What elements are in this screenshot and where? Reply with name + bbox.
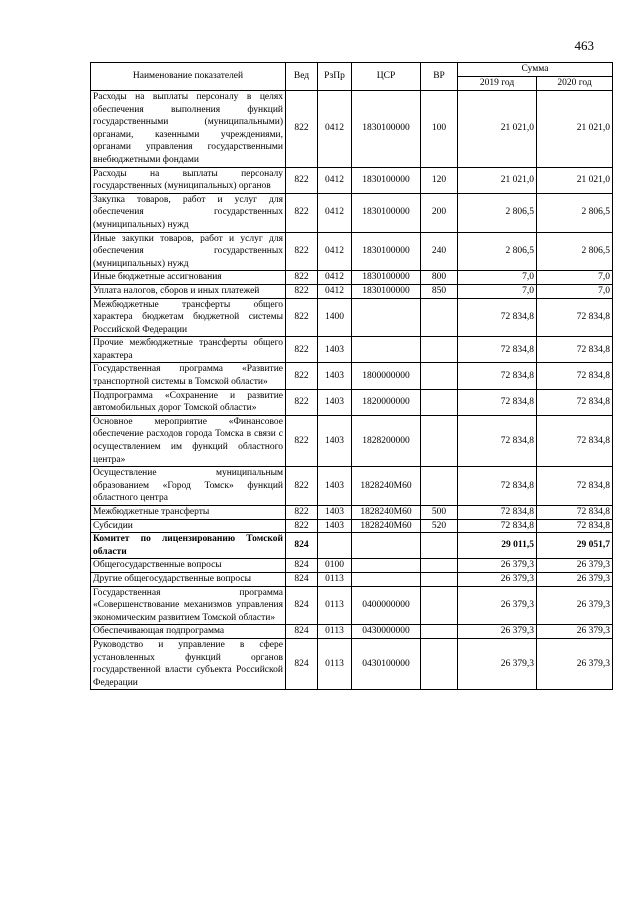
row-sum-2020: 26 379,3 [537, 586, 613, 625]
row-sum-2020: 2 806,5 [537, 193, 613, 232]
table-row [91, 389, 613, 415]
row-sum-2019: 72 834,8 [458, 519, 537, 533]
row-sum-2020: 72 834,8 [537, 389, 613, 415]
row-sum-2019: 21 021,0 [458, 91, 537, 168]
row-sum-2019: 26 379,3 [458, 638, 537, 689]
row-ved: 822 [286, 337, 318, 363]
table-row [91, 363, 613, 389]
row-name: Осуществление муниципальным образованием «Город Томск» функций областного центра [91, 467, 286, 506]
row-sum-2019: 72 834,8 [458, 506, 537, 520]
row-csr: 1800000000 [352, 363, 421, 389]
row-rzpr: 1403 [318, 519, 352, 533]
row-vr: 200 [421, 193, 458, 232]
row-sum-2020: 21 021,0 [537, 91, 613, 168]
row-sum-2019: 72 834,8 [458, 467, 537, 506]
row-rzpr: 1403 [318, 415, 352, 466]
table-row [91, 232, 613, 271]
row-csr [352, 298, 421, 337]
row-rzpr: 0113 [318, 625, 352, 639]
row-rzpr: 1403 [318, 389, 352, 415]
row-vr: 800 [421, 271, 458, 285]
row-sum-2020: 21 021,0 [537, 167, 613, 193]
table-row [91, 193, 613, 232]
row-ved: 824 [286, 638, 318, 689]
row-ved: 822 [286, 271, 318, 285]
row-rzpr: 0412 [318, 271, 352, 285]
row-name: Закупка товаров, работ и услуг для обеспечения государственных (муниципальных) нужд [91, 193, 286, 232]
row-sum-2020: 72 834,8 [537, 363, 613, 389]
row-sum-2020: 72 834,8 [537, 467, 613, 506]
budget-table [90, 62, 613, 690]
table-row [91, 519, 613, 533]
row-csr [352, 533, 421, 559]
row-vr [421, 586, 458, 625]
row-ved: 822 [286, 193, 318, 232]
row-rzpr: 1403 [318, 467, 352, 506]
row-sum-2020: 26 379,3 [537, 572, 613, 586]
header-row [91, 63, 613, 77]
row-rzpr: 1403 [318, 337, 352, 363]
row-name: Основное мероприятие «Финансовое обеспечение расходов города Томска в связи с осуществлением им функций областного центра» [91, 415, 286, 466]
row-ved: 822 [286, 467, 318, 506]
row-sum-2019: 72 834,8 [458, 363, 537, 389]
row-sum-2020: 72 834,8 [537, 506, 613, 520]
header-year-2019: 2019 год [458, 77, 537, 91]
row-name: Расходы на выплаты персоналу в целях обеспечения выполнения функций государственными (муниципальными) органами, казенными учреждениями, органами управления государственными внебюджетными фондами [91, 91, 286, 168]
row-sum-2019: 26 379,3 [458, 572, 537, 586]
row-csr: 0400000000 [352, 586, 421, 625]
row-name: Прочие межбюджетные трансферты общего характера [91, 337, 286, 363]
row-sum-2019: 2 806,5 [458, 193, 537, 232]
row-sum-2019: 26 379,3 [458, 586, 537, 625]
row-rzpr: 0113 [318, 572, 352, 586]
table-row [91, 559, 613, 573]
row-sum-2019: 26 379,3 [458, 559, 537, 573]
row-ved: 822 [286, 506, 318, 520]
table-row [91, 298, 613, 337]
row-sum-2020: 72 834,8 [537, 519, 613, 533]
row-csr: 1820000000 [352, 389, 421, 415]
row-sum-2020: 26 379,3 [537, 638, 613, 689]
header-year-2020: 2020 год [537, 77, 613, 91]
row-name: Общегосударственные вопросы [91, 559, 286, 573]
row-vr: 850 [421, 284, 458, 298]
row-rzpr: 1403 [318, 506, 352, 520]
header-sum: Сумма [458, 63, 613, 77]
row-name: Расходы на выплаты персоналу государственных (муниципальных) органов [91, 167, 286, 193]
row-ved: 824 [286, 625, 318, 639]
row-ved: 824 [286, 559, 318, 573]
row-sum-2019: 72 834,8 [458, 337, 537, 363]
row-csr [352, 337, 421, 363]
row-sum-2019: 2 806,5 [458, 232, 537, 271]
row-csr [352, 572, 421, 586]
row-name: Государственная программа «Совершенствование механизмов управления экономическим развитием Томской области» [91, 586, 286, 625]
table-row [91, 415, 613, 466]
row-sum-2020: 72 834,8 [537, 337, 613, 363]
row-csr: 1830100000 [352, 91, 421, 168]
row-ved: 822 [286, 363, 318, 389]
page-number: 463 [574, 38, 594, 53]
table-row [91, 167, 613, 193]
row-vr [421, 467, 458, 506]
header-csr: ЦСР [352, 63, 421, 91]
row-name: Обеспечивающая подпрограмма [91, 625, 286, 639]
row-sum-2020: 7,0 [537, 271, 613, 285]
row-sum-2020: 26 379,3 [537, 559, 613, 573]
header-vr: ВР [421, 63, 458, 91]
row-sum-2020: 7,0 [537, 284, 613, 298]
row-csr: 1830100000 [352, 284, 421, 298]
row-vr [421, 415, 458, 466]
header-rzpr: РзПр [318, 63, 352, 91]
row-rzpr: 0412 [318, 193, 352, 232]
table-row [91, 91, 613, 168]
table-row [91, 271, 613, 285]
row-ved: 824 [286, 533, 318, 559]
row-sum-2020: 72 834,8 [537, 298, 613, 337]
row-sum-2019: 7,0 [458, 284, 537, 298]
row-sum-2019: 72 834,8 [458, 298, 537, 337]
row-ved: 822 [286, 284, 318, 298]
row-vr [421, 533, 458, 559]
row-rzpr: 0113 [318, 586, 352, 625]
table-row [91, 638, 613, 689]
row-vr: 520 [421, 519, 458, 533]
table-row [91, 572, 613, 586]
row-vr: 100 [421, 91, 458, 168]
row-rzpr: 0412 [318, 91, 352, 168]
row-csr: 1828200000 [352, 415, 421, 466]
table-row [91, 625, 613, 639]
row-sum-2019: 21 021,0 [458, 167, 537, 193]
table-row [91, 533, 613, 559]
row-vr: 500 [421, 506, 458, 520]
row-name: Межбюджетные трансферты общего характера бюджетам бюджетной системы Российской Федерации [91, 298, 286, 337]
row-vr: 120 [421, 167, 458, 193]
table-row [91, 467, 613, 506]
row-sum-2020: 2 806,5 [537, 232, 613, 271]
row-vr [421, 389, 458, 415]
row-ved: 822 [286, 519, 318, 533]
row-csr: 1828240M60 [352, 506, 421, 520]
row-name: Подпрограмма «Сохранение и развитие автомобильных дорог Томской области» [91, 389, 286, 415]
row-name: Иные бюджетные ассигнования [91, 271, 286, 285]
row-vr [421, 337, 458, 363]
row-rzpr: 0412 [318, 167, 352, 193]
row-sum-2019: 72 834,8 [458, 415, 537, 466]
header-ved: Вед [286, 63, 318, 91]
row-sum-2019: 7,0 [458, 271, 537, 285]
row-name: Комитет по лицензированию Томской области [91, 533, 286, 559]
row-csr: 0430100000 [352, 638, 421, 689]
table-body [91, 91, 613, 690]
row-ved: 822 [286, 389, 318, 415]
row-sum-2019: 72 834,8 [458, 389, 537, 415]
row-vr [421, 638, 458, 689]
row-csr: 1830100000 [352, 167, 421, 193]
row-rzpr: 0113 [318, 638, 352, 689]
row-rzpr: 0100 [318, 559, 352, 573]
row-csr: 0430000000 [352, 625, 421, 639]
header-name: Наименование показателей [91, 63, 286, 91]
row-sum-2020: 29 051,7 [537, 533, 613, 559]
row-sum-2019: 26 379,3 [458, 625, 537, 639]
table-row [91, 586, 613, 625]
row-ved: 822 [286, 232, 318, 271]
row-csr: 1830100000 [352, 193, 421, 232]
row-name: Государственная программа «Развитие транспортной системы в Томской области» [91, 363, 286, 389]
row-ved: 822 [286, 298, 318, 337]
row-name: Руководство и управление в сфере установленных функций органов государственной власти субъекта Российской Федерации [91, 638, 286, 689]
table-row [91, 337, 613, 363]
row-vr: 240 [421, 232, 458, 271]
table-row [91, 284, 613, 298]
row-csr: 1830100000 [352, 271, 421, 285]
row-ved: 824 [286, 572, 318, 586]
row-vr [421, 559, 458, 573]
row-csr [352, 559, 421, 573]
row-sum-2019: 29 011,5 [458, 533, 537, 559]
row-vr [421, 363, 458, 389]
row-rzpr: 0412 [318, 284, 352, 298]
row-vr [421, 625, 458, 639]
row-ved: 822 [286, 415, 318, 466]
table-row [91, 506, 613, 520]
row-csr: 1828240M60 [352, 467, 421, 506]
row-name: Другие общегосударственные вопросы [91, 572, 286, 586]
row-rzpr: 1400 [318, 298, 352, 337]
row-sum-2020: 72 834,8 [537, 415, 613, 466]
row-name: Субсидии [91, 519, 286, 533]
row-ved: 822 [286, 167, 318, 193]
row-csr: 1828240M60 [352, 519, 421, 533]
row-rzpr: 0412 [318, 232, 352, 271]
row-ved: 822 [286, 91, 318, 168]
row-rzpr: 1403 [318, 363, 352, 389]
row-name: Иные закупки товаров, работ и услуг для обеспечения государственных (муниципальных) нужд [91, 232, 286, 271]
row-csr: 1830100000 [352, 232, 421, 271]
row-vr [421, 298, 458, 337]
row-rzpr [318, 533, 352, 559]
row-ved: 824 [286, 586, 318, 625]
row-sum-2020: 26 379,3 [537, 625, 613, 639]
row-vr [421, 572, 458, 586]
row-name: Межбюджетные трансферты [91, 506, 286, 520]
row-name: Уплата налогов, сборов и иных платежей [91, 284, 286, 298]
